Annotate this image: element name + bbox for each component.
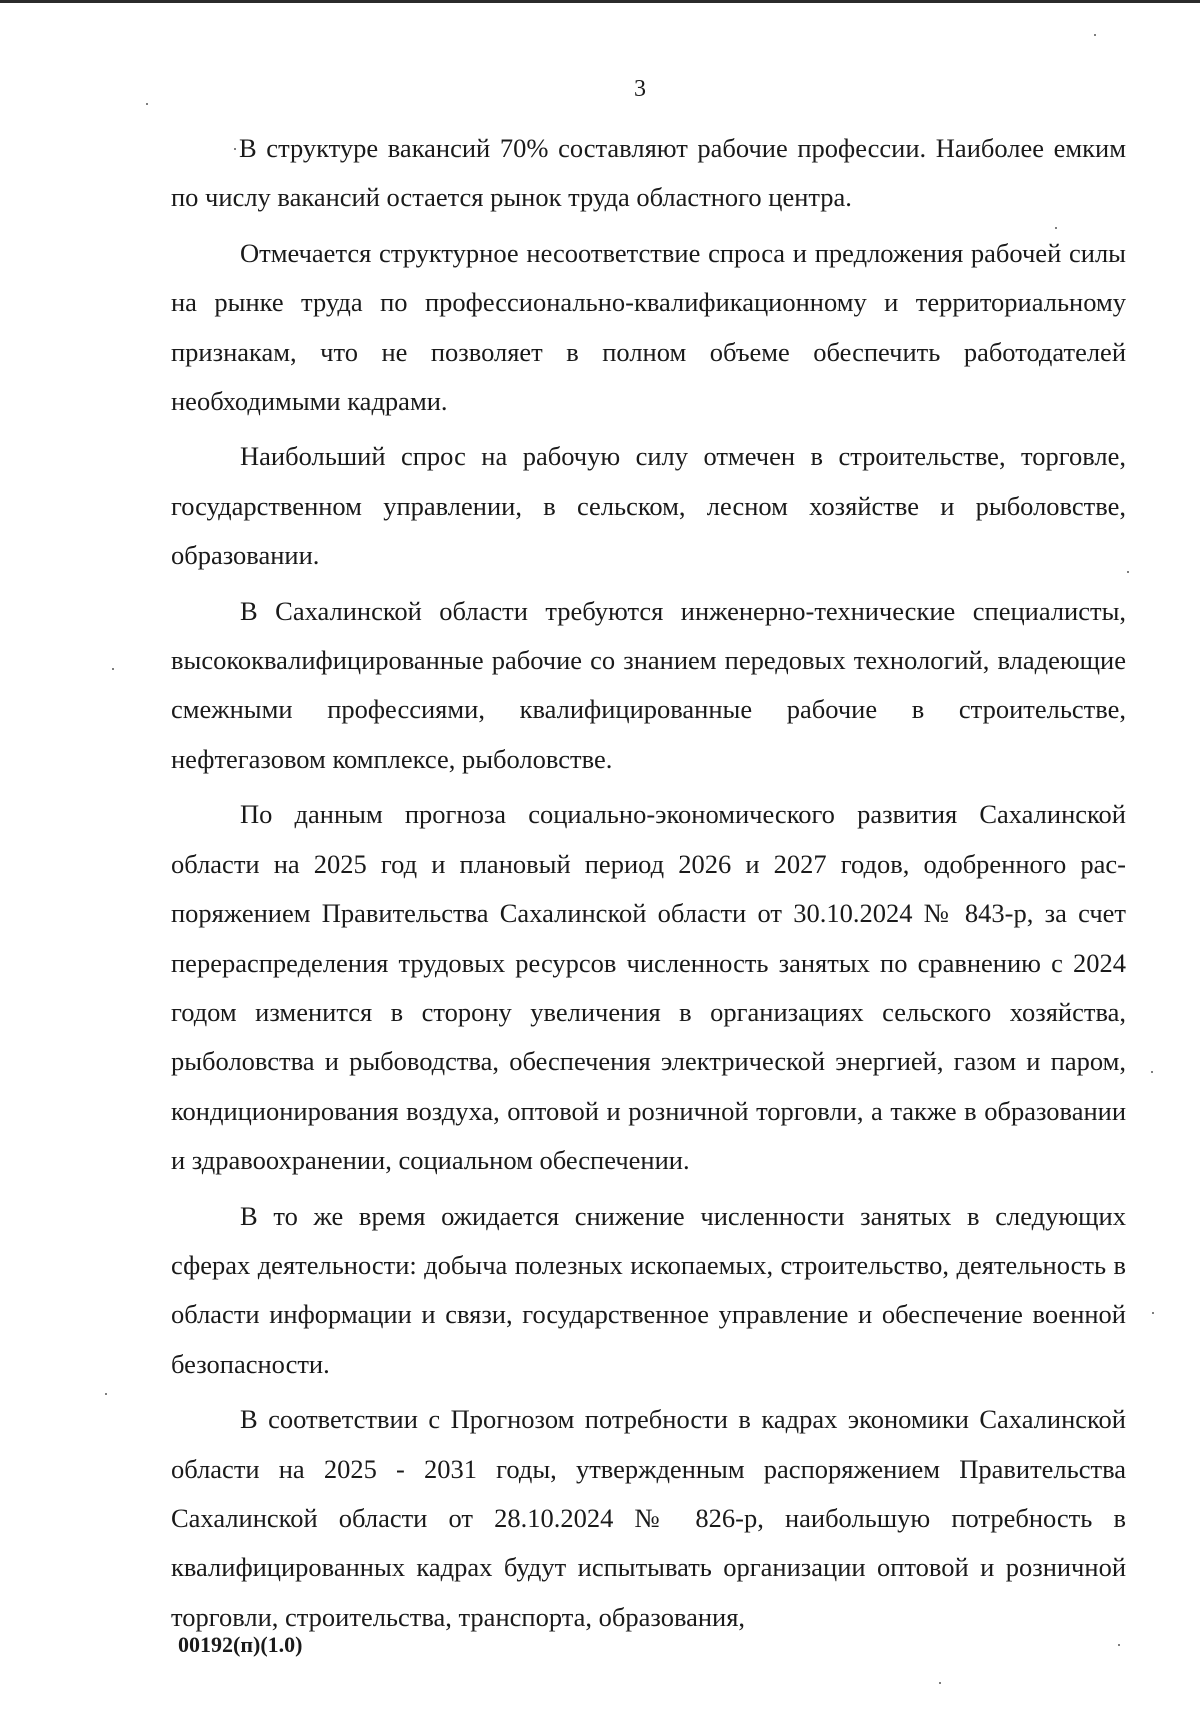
scan-speck [146,103,148,105]
paragraph-3: Наибольший спрос на рабочую силу отмечен в строительстве, торговле, государственном управлении, в сельском, лесном хозяйстве и рыболовстве, образовании. [171,441,1126,571]
page-number: 3 [634,76,646,102]
scan-speck [939,1682,941,1684]
scan-speck [1055,227,1057,229]
scan-speck [1118,1644,1120,1646]
scan-top-edge [0,0,1200,3]
paragraph-6: В то же время ожидается снижение численности занятых в следующих сферах деятельности: добыча полезных ископаемых, строительство, деятельность в области информации и связи, государственное управление и обеспечение военной безопасности. [171,1200,1126,1379]
scan-speck [1094,34,1096,36]
paragraph-7: В соответствии с Прогнозом потребности в кадрах экономики Сахалинской области на 2025 - 2031 годы, утвержденным распоряжением Правительства Сахалинской области от 28.10.2024 № 826-р, наибольшую потребность в квалифицированных кадрах будут испытывать организации оптовой и розничной торговли, строительства, транспорта, образования, [171,1404,1126,1632]
paragraph-2: Отмечается структурное несоответствие спроса и предложения рабочей силы на рынке труда по профессионально-квалификационному и территориальному признакам, что не позволяет в полном объеме обеспечить работодателей необходимыми кадрами. [171,237,1126,417]
scan-speck [234,148,236,150]
body-text [171,124,1126,1648]
scan-speck [1151,1071,1153,1073]
scan-speck [112,668,114,670]
paragraph-5: По данным прогноза социально-экономического развития Сахалинской области на 2025 год и плановый период 2026 и 2027 годов, одобренного распоряжением Правительства Сахалинской области от 30.10.2024 № 843-р, за счет перераспределения трудовых ресурсов численность занятых по сравнению с 2024 годом изменится в сторону увеличения в организациях сельского хозяйства, рыболовства и рыбоводства, обеспечения электрической энергией, газом и паром, кондиционирования воздуха, оптовой и розничной торговли, а также в образовании и здравоохранении, социальном обеспечении. [171,799,1126,1176]
scan-speck [1152,1312,1154,1314]
paragraph-4: В Сахалинской области требуются инженерно-технические специалисты, высококвалифицированные рабочие со знанием передовых технологий, владеющие смежными профессиями, квалифицированные рабочие в строительстве, нефтегазовом комплексе, рыболовстве. [171,595,1126,774]
scan-speck [1127,571,1129,573]
document-code: 00192(п)(1.0) [178,1632,303,1657]
paragraph-1: В структуре вакансий 70% составляют рабочие профессии. Наиболее емким по числу вакансий остается рынок труда областного центра. [171,133,1126,213]
scan-speck [105,1393,107,1395]
